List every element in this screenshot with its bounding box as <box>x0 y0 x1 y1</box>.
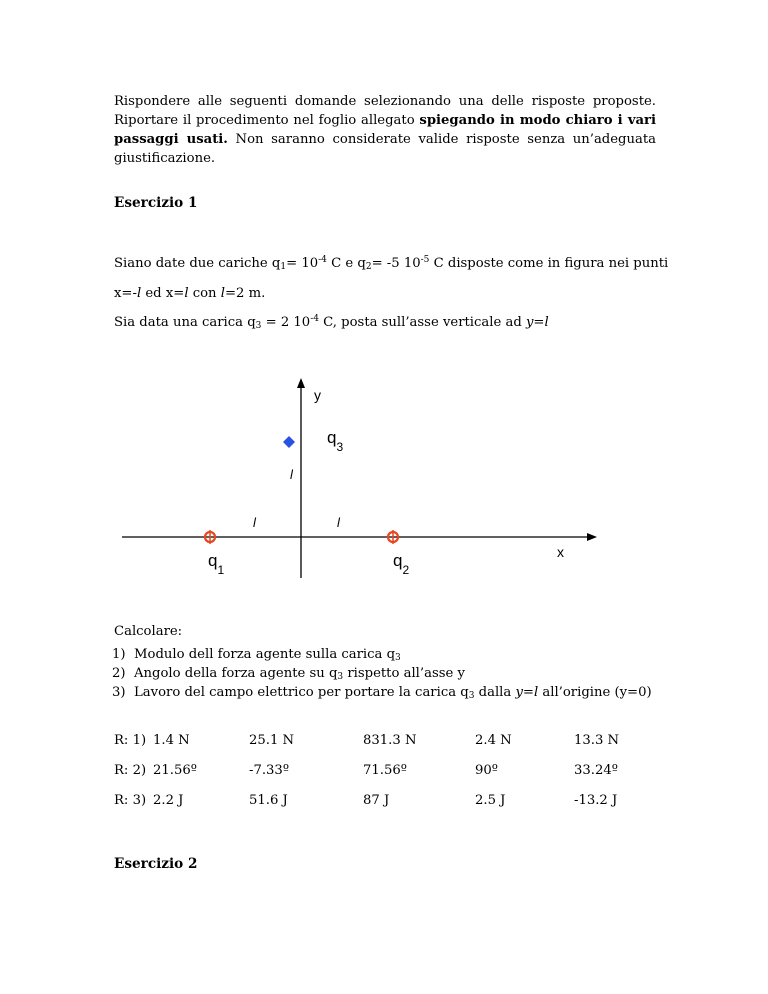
x-axis-arrowhead <box>587 533 597 541</box>
charge-q2-marker <box>388 532 398 542</box>
instructions-emphasis: spiegando in modo chiaro i vari passaggi usati. <box>114 113 656 147</box>
exercise-1-q3-line: Sia data una carica $q_3 = 2$ $10^{-4}$ C, posta sull’asse verticale ad y=l <box>114 314 549 331</box>
exercise-1-title: Esercizio 1 <box>114 195 198 211</box>
length-label-left: l <box>253 515 256 530</box>
calcolare-heading: Calcolare: <box>114 624 183 639</box>
length-label-vertical: l <box>290 467 293 482</box>
x-axis-label: x <box>557 544 564 560</box>
answer-option[interactable]: 2.2 J <box>153 793 184 808</box>
task-list <box>112 647 652 704</box>
answer-row-label: R: 3) <box>114 793 147 808</box>
y-axis-arrowhead <box>297 378 305 388</box>
instructions-text: Rispondere alle seguenti domande selezionando una delle risposte proposte. Riportare il procedimento nel foglio allegato <box>114 94 656 128</box>
answer-row-label: R: 1) <box>114 733 147 748</box>
list-item: 2) Angolo della forza agente su $q_3$ rispetto all’asse y <box>112 666 465 682</box>
answer-option[interactable]: 33.24º <box>574 763 618 778</box>
list-item: 1) Modulo dell forza agente sulla carica $q_3$ <box>112 647 401 663</box>
answer-option[interactable]: 2.4 N <box>475 733 512 748</box>
answer-option[interactable]: -13.2 J <box>574 793 618 808</box>
charge-q2-label: $q_2$ <box>393 551 410 577</box>
answer-option[interactable]: 71.56º <box>363 763 407 778</box>
exercise-1-positions-line: x=-l ed x=l con l=2 m. <box>114 286 266 301</box>
answer-option[interactable]: 87 J <box>363 793 390 808</box>
answer-row-label: R: 2) <box>114 763 147 778</box>
answer-option[interactable]: 831.3 N <box>363 733 417 748</box>
answer-option[interactable]: 2.5 J <box>475 793 506 808</box>
answer-option[interactable]: 13.3 N <box>574 733 620 748</box>
charge-q3-marker <box>283 436 295 448</box>
answer-option[interactable]: 21.56º <box>153 763 197 778</box>
exercise-1-charges-line: Siano date due cariche $q_1= 10^{-4}$ C e $q_2= -5$ $10^{-5}$ C disposte come in figura nei punti <box>114 255 669 272</box>
answer-option[interactable]: 90º <box>475 763 498 778</box>
length-label-right: l <box>337 515 340 530</box>
list-item: 3) Lavoro del campo elettrico per portare la carica $q_3$ dalla y=l all’origine (y=0) <box>112 685 652 701</box>
answer-option[interactable]: -7.33º <box>249 763 290 778</box>
instructions-paragraph <box>114 92 656 168</box>
exercise-2-title: Esercizio 2 <box>114 856 198 872</box>
charge-q3-label: $q_3$ <box>327 428 344 454</box>
charge-q1-label: $q_1$ <box>208 551 225 577</box>
answer-option[interactable]: 51.6 J <box>249 793 288 808</box>
answer-option[interactable]: 25.1 N <box>249 733 295 748</box>
instructions-text-end: Non saranno considerate valide risposte senza un’adeguata giustificazione. <box>114 132 657 166</box>
charge-q1-marker <box>205 532 215 542</box>
answer-option[interactable]: 1.4 N <box>153 733 190 748</box>
y-axis-label: y <box>314 387 321 403</box>
